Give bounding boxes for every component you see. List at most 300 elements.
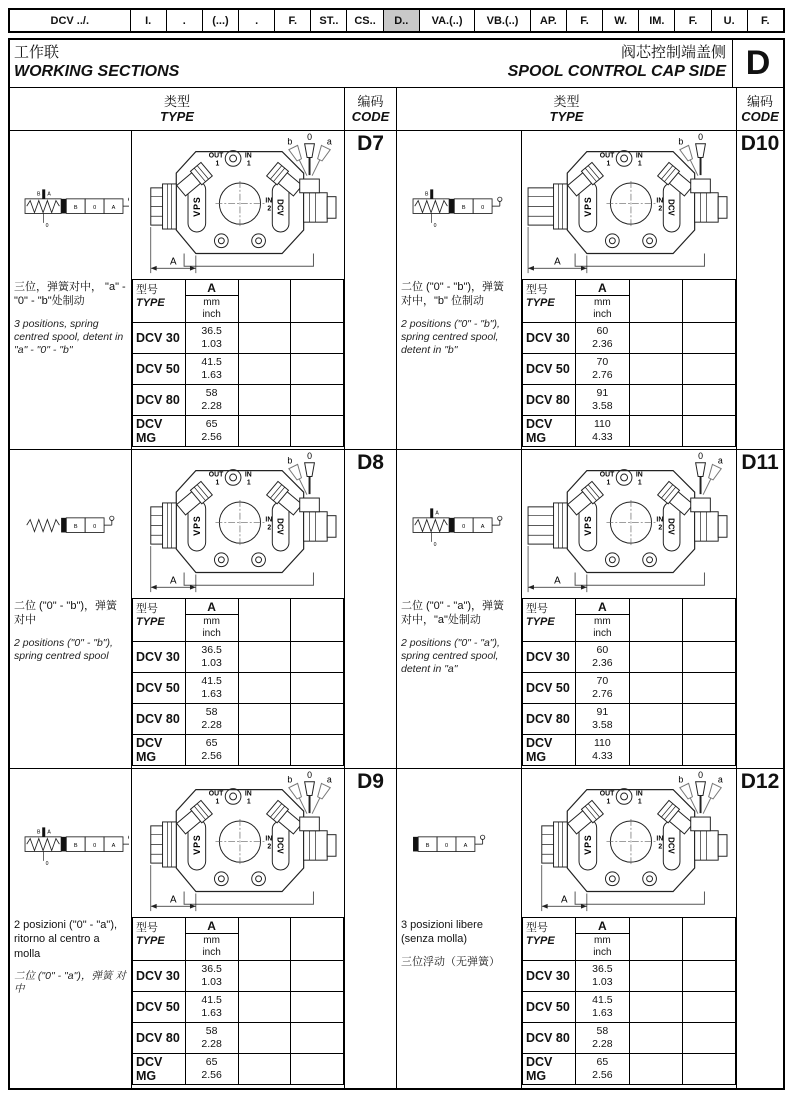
spec-row (133, 992, 344, 1023)
empty-cell (291, 735, 344, 766)
empty-cell (682, 961, 735, 992)
col-header-code-right (737, 88, 783, 131)
svg-text:A: A (111, 205, 115, 212)
valve-technical-drawing (132, 769, 344, 917)
svg-text:OUT: OUT (599, 790, 615, 798)
empty-cell (238, 385, 291, 416)
model-code-cell: . (239, 10, 275, 31)
description-primary: 二位 ("0" - "a")，弹簧 对中，"a"处制动 (401, 600, 505, 627)
empty-cell (682, 1023, 735, 1054)
svg-text:B: B (73, 205, 78, 212)
svg-text:0: 0 (433, 223, 437, 230)
model-code-cell: VB.(..) (475, 10, 531, 31)
description-primary: 3 posizioni libere (senza molla) (401, 919, 483, 946)
model-cell: DCV 30 (133, 323, 186, 354)
model-code-cell: ST.. (311, 10, 347, 31)
svg-text:1: 1 (246, 160, 251, 168)
svg-text:b: b (287, 136, 293, 147)
spec-type-header: 型号 TYPE (523, 599, 576, 642)
section-description (10, 596, 131, 663)
empty-cell (238, 354, 291, 385)
svg-text:B: B (73, 843, 78, 850)
code-header-en: CODE (741, 108, 779, 124)
section-d10-code-cell (737, 131, 783, 450)
svg-text:2: 2 (267, 843, 272, 851)
svg-text:1: 1 (215, 798, 220, 806)
empty-col (238, 918, 291, 961)
svg-text:0: 0 (481, 205, 485, 212)
svg-text:IN: IN (265, 516, 273, 524)
section-d11-description-cell (397, 450, 522, 769)
empty-cell (291, 354, 344, 385)
units-cell: mm inch (576, 615, 629, 642)
svg-text:0: 0 (307, 132, 312, 142)
spec-row (133, 354, 344, 385)
section-description (10, 277, 131, 357)
svg-text:0: 0 (698, 132, 703, 142)
left-title (10, 40, 179, 87)
svg-text:A: A (463, 843, 468, 850)
type-header-zh: 类型 (553, 93, 580, 109)
empty-cell (291, 642, 344, 673)
model-cell: DCV 80 (523, 704, 576, 735)
model-code-cell: W. (603, 10, 639, 31)
spec-type-header: 型号 TYPE (523, 280, 576, 323)
svg-text:0: 0 (92, 205, 96, 212)
section-description (397, 915, 521, 969)
model-cell: DCV 30 (523, 323, 576, 354)
spec-row (523, 704, 736, 735)
svg-text:IN: IN (244, 471, 252, 479)
col-header-type-right (397, 88, 737, 131)
svg-text:2: 2 (658, 205, 663, 213)
model-cell: DCV 30 (523, 961, 576, 992)
spec-row (523, 961, 736, 992)
section-d12-code-cell (737, 769, 783, 1088)
left-title-en: WORKING SECTIONS (14, 62, 180, 80)
svg-text:b: b (678, 774, 684, 785)
section-description (397, 596, 521, 676)
model-cell: DCV 50 (133, 673, 186, 704)
section-d7-drawing-cell (132, 131, 345, 450)
empty-cell (291, 1023, 344, 1054)
svg-text:1: 1 (637, 160, 642, 168)
model-cell: DCV 80 (133, 385, 186, 416)
right-title-en: SPOOL CONTROL CAP SIDE (507, 62, 726, 80)
section-code: D11 (741, 451, 779, 474)
model-cell: DCV 80 (523, 1023, 576, 1054)
dim-value-cell: 65 2.56 (576, 1054, 629, 1085)
dim-a-header: A (185, 599, 238, 615)
dim-value-cell: 58 2.28 (185, 704, 238, 735)
svg-text:0: 0 (307, 451, 312, 461)
svg-text:1: 1 (606, 479, 611, 487)
valve-symbol-schematic (10, 769, 131, 915)
empty-cell (238, 735, 291, 766)
right-title (504, 40, 732, 87)
description-primary: 三位，弹簧对中， "a" - "0" - "b"处制动 (14, 281, 126, 308)
dim-value-cell: 41.5 1.63 (185, 992, 238, 1023)
section-d8-description-cell (10, 450, 132, 769)
svg-text:0: 0 (698, 770, 703, 780)
empty-cell (629, 1054, 682, 1085)
dim-value-cell: 70 2.76 (576, 673, 629, 704)
svg-text:A: A (435, 510, 439, 517)
spec-row (133, 1023, 344, 1054)
dim-value-cell: 65 2.56 (185, 1054, 238, 1085)
model-cell: DCV MG (523, 735, 576, 766)
empty-cell (682, 642, 735, 673)
valve-technical-drawing (522, 450, 736, 598)
svg-text:2: 2 (267, 524, 272, 532)
svg-text:IN: IN (265, 197, 273, 205)
empty-cell (682, 704, 735, 735)
model-cell: DCV 80 (133, 704, 186, 735)
empty-cell (291, 704, 344, 735)
model-cell: DCV MG (133, 735, 186, 766)
code-header-en: CODE (351, 108, 390, 124)
model-code-cell: VA.(..) (420, 10, 476, 31)
dimension-table (522, 598, 736, 766)
svg-text:B: B (425, 191, 429, 198)
model-cell: DCV MG (133, 416, 186, 447)
empty-cell (682, 673, 735, 704)
spec-row (133, 704, 344, 735)
type-header-en: TYPE (160, 108, 194, 124)
spec-row (133, 961, 344, 992)
units-cell: mm inch (185, 296, 238, 323)
model-cell: DCV 50 (523, 673, 576, 704)
svg-text:1: 1 (606, 160, 611, 168)
svg-text:a: a (717, 455, 723, 466)
description-secondary: 3 positions, spring centred spool, detent in "a" - "0" - "b" (14, 317, 124, 356)
dim-value-cell: 70 2.76 (576, 354, 629, 385)
dim-value-cell: 36.5 1.03 (185, 323, 238, 354)
section-d8-drawing-cell (132, 450, 345, 769)
spec-row (523, 673, 736, 704)
type-header-zh: 类型 (163, 93, 190, 109)
dimension-table (132, 598, 344, 766)
empty-cell (629, 1023, 682, 1054)
svg-text:IN: IN (656, 516, 664, 524)
empty-cell (291, 1054, 344, 1085)
empty-cell (238, 961, 291, 992)
valve-symbol-schematic (397, 131, 521, 277)
empty-cell (238, 992, 291, 1023)
svg-text:VPS: VPS (191, 515, 202, 536)
svg-text:b: b (678, 136, 684, 147)
section-code: D8 (357, 451, 384, 474)
description-primary: 二位 ("0" - "b")，弹簧 对中 (14, 600, 118, 627)
dim-a-header: A (576, 280, 629, 296)
dim-a-header: A (576, 599, 629, 615)
spec-type-header: 型号 TYPE (133, 599, 186, 642)
empty-cell (682, 354, 735, 385)
left-title-zh: 工作联 (14, 44, 60, 61)
working-sections-box (8, 38, 785, 1090)
col-header-code-left (345, 88, 397, 131)
svg-text:0: 0 (45, 223, 49, 230)
svg-text:OUT: OUT (208, 152, 224, 160)
type-header-en: TYPE (549, 108, 584, 124)
dimension-table (132, 279, 344, 447)
units-cell: mm inch (185, 934, 238, 961)
model-code-cell: U. (712, 10, 748, 31)
dim-value-cell: 91 3.58 (576, 704, 629, 735)
empty-cell (682, 992, 735, 1023)
svg-text:1: 1 (215, 479, 220, 487)
svg-text:IN: IN (265, 835, 273, 843)
model-code-cell: . (167, 10, 203, 31)
spec-row (523, 1023, 736, 1054)
dim-value-cell: 58 2.28 (185, 1023, 238, 1054)
description-secondary: 二位 ("0" - "a")，弹簧 对中 (14, 969, 126, 996)
dim-value-cell: 65 2.56 (185, 416, 238, 447)
svg-text:IN: IN (635, 471, 643, 479)
dim-value-cell: 41.5 1.63 (576, 992, 629, 1023)
spec-row (133, 323, 344, 354)
empty-col (238, 280, 291, 323)
section-code: D7 (357, 132, 384, 155)
empty-col (291, 918, 344, 961)
valve-technical-drawing (132, 131, 344, 279)
description-secondary: 2 positions ("0" - "b"), spring centred spool (14, 636, 113, 662)
empty-cell (291, 416, 344, 447)
model-cell: DCV 50 (523, 992, 576, 1023)
svg-text:A: A (554, 256, 561, 268)
empty-col (682, 280, 735, 323)
svg-text:DCV: DCV (666, 837, 676, 854)
model-cell: DCV 80 (133, 1023, 186, 1054)
svg-text:A: A (561, 894, 568, 906)
section-d9-drawing-cell (132, 769, 345, 1088)
section-d7-code-cell (345, 131, 397, 450)
empty-cell (629, 992, 682, 1023)
svg-text:b: b (287, 455, 293, 466)
svg-text:DCV: DCV (275, 199, 285, 216)
dim-a-header: A (185, 280, 238, 296)
dim-a-header: A (576, 918, 629, 934)
dim-value-cell: 110 4.33 (576, 735, 629, 766)
svg-text:B: B (73, 524, 78, 531)
empty-col (682, 599, 735, 642)
model-code-cell: AP. (531, 10, 567, 31)
dim-value-cell: 91 3.58 (576, 385, 629, 416)
section-d10-description-cell (397, 131, 522, 450)
svg-text:OUT: OUT (599, 152, 615, 160)
empty-cell (238, 673, 291, 704)
description-primary: 二位 ("0" - "b")，弹簧 对中，"b" 位制动 (401, 281, 505, 308)
empty-cell (629, 704, 682, 735)
svg-text:B: B (36, 191, 40, 198)
spec-row (523, 354, 736, 385)
code-header-zh: 编码 (357, 93, 384, 109)
svg-text:A: A (170, 894, 177, 906)
valve-symbol-schematic (10, 131, 131, 277)
model-code-cell: CS.. (347, 10, 383, 31)
empty-cell (629, 323, 682, 354)
empty-col (238, 599, 291, 642)
svg-text:VPS: VPS (582, 515, 593, 536)
spec-type-header: 型号 TYPE (523, 918, 576, 961)
empty-col (629, 918, 682, 961)
section-code: D9 (357, 770, 384, 793)
svg-text:A: A (46, 191, 51, 198)
col-header-type-left (10, 88, 345, 131)
units-cell: mm inch (576, 296, 629, 323)
model-code-cell: F. (275, 10, 311, 31)
svg-text:a: a (326, 136, 332, 147)
title-row (10, 40, 783, 88)
model-code-cell: DCV ../. (10, 10, 131, 31)
description-secondary: 三位浮动（无弹簧） (401, 955, 500, 968)
model-cell: DCV MG (523, 1054, 576, 1085)
svg-text:OUT: OUT (599, 471, 615, 479)
section-d12-drawing-cell (522, 769, 737, 1088)
svg-text:A: A (170, 575, 177, 587)
empty-cell (238, 1054, 291, 1085)
empty-cell (629, 416, 682, 447)
valve-symbol-schematic (397, 450, 521, 596)
section-d12-description-cell (397, 769, 522, 1088)
empty-cell (291, 992, 344, 1023)
model-code-cell: F. (761, 14, 770, 27)
section-d11-code-cell (737, 450, 783, 769)
svg-text:0: 0 (307, 770, 312, 780)
valve-technical-drawing (522, 131, 736, 279)
empty-cell (629, 642, 682, 673)
description-primary: 2 posizioni ("0" - "a"), ritorno al centro a molla (14, 919, 118, 960)
units-cell: mm inch (576, 934, 629, 961)
svg-text:OUT: OUT (208, 790, 224, 798)
svg-text:IN: IN (635, 790, 643, 798)
section-d8-code-cell (345, 450, 397, 769)
dim-value-cell: 110 4.33 (576, 416, 629, 447)
model-cell: DCV 30 (133, 961, 186, 992)
empty-col (291, 599, 344, 642)
spec-row (133, 385, 344, 416)
dim-value-cell: 41.5 1.63 (185, 673, 238, 704)
dim-value-cell: 41.5 1.63 (185, 354, 238, 385)
dim-value-cell: 65 2.56 (185, 735, 238, 766)
empty-cell (629, 735, 682, 766)
section-code: D10 (740, 132, 780, 155)
model-code-cell: I. (131, 10, 167, 31)
spec-row (133, 673, 344, 704)
empty-cell (629, 385, 682, 416)
svg-text:VPS: VPS (582, 196, 593, 217)
spec-type-header: 型号 TYPE (133, 280, 186, 323)
svg-text:IN: IN (656, 197, 664, 205)
empty-cell (682, 323, 735, 354)
empty-cell (291, 673, 344, 704)
valve-symbol-schematic (397, 769, 521, 915)
svg-text:b: b (287, 774, 293, 785)
svg-text:VPS: VPS (191, 834, 202, 855)
spec-row (133, 1054, 344, 1085)
svg-text:0: 0 (433, 542, 437, 549)
empty-col (629, 599, 682, 642)
spec-row (523, 1054, 736, 1085)
svg-text:2: 2 (658, 843, 663, 851)
model-code-cell: F. (675, 10, 711, 31)
section-description (10, 915, 131, 996)
empty-cell (682, 735, 735, 766)
svg-text:OUT: OUT (208, 471, 224, 479)
svg-text:B: B (461, 205, 466, 212)
svg-text:IN: IN (244, 152, 252, 160)
model-cell: DCV 80 (523, 385, 576, 416)
empty-cell (682, 1054, 735, 1085)
svg-text:DCV: DCV (666, 199, 676, 216)
empty-cell (238, 1023, 291, 1054)
model-cell: DCV 50 (133, 992, 186, 1023)
svg-text:A: A (554, 575, 561, 587)
empty-cell (238, 642, 291, 673)
spec-row (523, 416, 736, 447)
empty-col (629, 280, 682, 323)
section-d7-description-cell (10, 131, 132, 450)
svg-text:1: 1 (246, 479, 251, 487)
svg-text:IN: IN (635, 152, 643, 160)
empty-cell (238, 704, 291, 735)
section-d11-drawing-cell (522, 450, 737, 769)
dim-value-cell: 60 2.36 (576, 642, 629, 673)
spec-row (523, 992, 736, 1023)
spec-row (523, 385, 736, 416)
model-cell: DCV 30 (133, 642, 186, 673)
empty-cell (291, 385, 344, 416)
valve-symbol-schematic (10, 450, 131, 596)
svg-text:DCV: DCV (275, 837, 285, 854)
empty-cell (238, 323, 291, 354)
empty-cell (291, 323, 344, 354)
model-code-cell: F. (567, 10, 603, 31)
svg-text:A: A (46, 829, 51, 836)
spec-row (523, 642, 736, 673)
section-d9-code-cell (345, 769, 397, 1088)
section-d10-drawing-cell (522, 131, 737, 450)
empty-cell (629, 354, 682, 385)
model-code-cell: (...) (203, 10, 239, 31)
svg-text:B: B (425, 843, 430, 850)
right-title-zh: 阀芯控制端盖侧 (620, 44, 726, 61)
section-description (397, 277, 521, 357)
section-letter-badge: D (732, 40, 783, 87)
spec-type-header: 型号 TYPE (133, 918, 186, 961)
svg-text:1: 1 (215, 160, 220, 168)
svg-text:VPS: VPS (582, 834, 593, 855)
svg-text:B: B (36, 829, 40, 836)
section-d9-description-cell (10, 769, 132, 1088)
dim-value-cell: 58 2.28 (576, 1023, 629, 1054)
model-cell: DCV MG (133, 1054, 186, 1085)
model-cell: DCV 50 (523, 354, 576, 385)
svg-text:IN: IN (244, 790, 252, 798)
empty-cell (238, 416, 291, 447)
model-cell: DCV 50 (133, 354, 186, 385)
empty-cell (682, 385, 735, 416)
svg-text:1: 1 (606, 798, 611, 806)
model-code-cell: IM. (639, 10, 675, 31)
description-secondary: 2 positions ("0" - "b"), spring centred spool, detent in "b" (401, 317, 500, 356)
svg-text:a: a (326, 774, 332, 785)
dim-value-cell: 36.5 1.03 (185, 642, 238, 673)
dim-value-cell: 36.5 1.03 (185, 961, 238, 992)
svg-text:0: 0 (444, 843, 449, 850)
svg-text:1: 1 (637, 479, 642, 487)
dim-value-cell: 58 2.28 (185, 385, 238, 416)
